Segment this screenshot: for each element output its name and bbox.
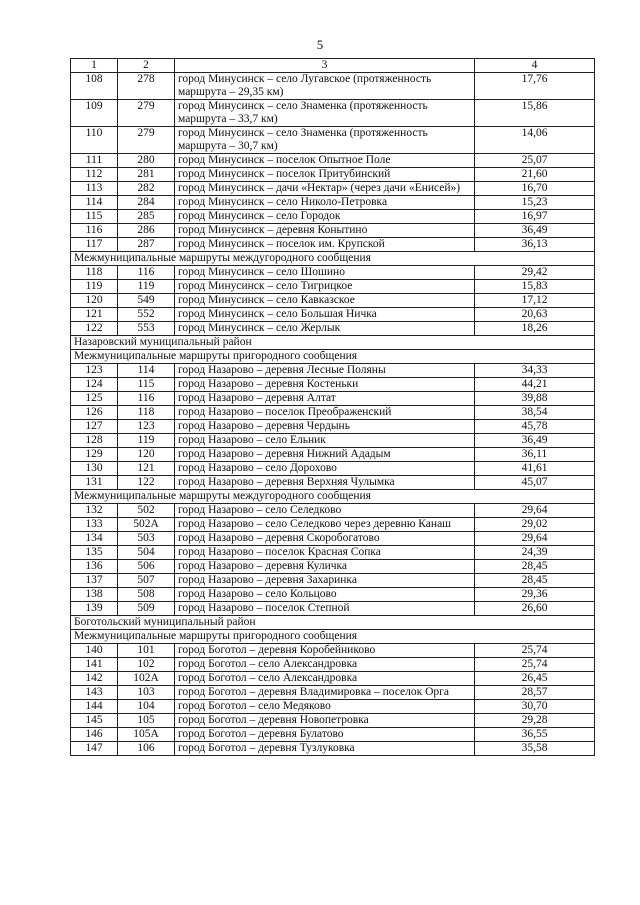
row-number: 109 — [71, 100, 118, 127]
route-value: 41,61 — [475, 462, 595, 476]
row-number: 113 — [71, 182, 118, 196]
route-number: 120 — [118, 448, 175, 462]
route-number: 101 — [118, 644, 175, 658]
row-number: 146 — [71, 728, 118, 742]
row-number: 117 — [71, 238, 118, 252]
route-name: город Боготол – село Медяково — [175, 700, 475, 714]
table-row — [71, 210, 595, 224]
route-number: 105 — [118, 714, 175, 728]
route-value: 45,78 — [475, 420, 595, 434]
row-number: 121 — [71, 308, 118, 322]
route-value: 26,60 — [475, 602, 595, 616]
route-number: 114 — [118, 364, 175, 378]
route-number: 504 — [118, 546, 175, 560]
row-number: 142 — [71, 672, 118, 686]
route-number: 279 — [118, 100, 175, 127]
route-number: 105А — [118, 728, 175, 742]
route-name: город Боготол – деревня Новопетровка — [175, 714, 475, 728]
route-name: город Назарово – поселок Красная Сопка — [175, 546, 475, 560]
route-name: город Боготол – деревня Булатово — [175, 728, 475, 742]
table-row — [71, 364, 595, 378]
section-heading: Межмуниципальные маршруты междугородного сообщения — [71, 252, 595, 266]
table-row — [71, 504, 595, 518]
row-number: 127 — [71, 420, 118, 434]
row-number: 139 — [71, 602, 118, 616]
header-cell-1: 1 — [71, 59, 118, 73]
table-row — [71, 280, 595, 294]
row-number: 135 — [71, 546, 118, 560]
row-number: 132 — [71, 504, 118, 518]
row-number: 138 — [71, 588, 118, 602]
route-number: 553 — [118, 322, 175, 336]
route-value: 29,64 — [475, 504, 595, 518]
row-number: 128 — [71, 434, 118, 448]
table-row — [71, 294, 595, 308]
table-row — [71, 532, 595, 546]
route-name: город Назарово – село Селедково — [175, 504, 475, 518]
header-cell-4: 4 — [475, 59, 595, 73]
row-number: 131 — [71, 476, 118, 490]
table-row — [71, 602, 595, 616]
route-name: город Минусинск – село Знаменка (протяженность маршрута – 33,7 км) — [175, 100, 475, 127]
table-row — [71, 700, 595, 714]
route-number: 286 — [118, 224, 175, 238]
route-name: город Минусинск – поселок им. Крупской — [175, 238, 475, 252]
table-row — [71, 714, 595, 728]
route-name: город Назарово – деревня Куличка — [175, 560, 475, 574]
route-number: 506 — [118, 560, 175, 574]
route-name: город Минусинск – село Большая Ничка — [175, 308, 475, 322]
route-number: 278 — [118, 73, 175, 100]
row-number: 124 — [71, 378, 118, 392]
table-row — [71, 546, 595, 560]
table-row — [71, 462, 595, 476]
section-heading: Межмуниципальные маршруты междугородного сообщения — [71, 490, 595, 504]
section-heading: Назаровский муниципальный район — [71, 336, 595, 350]
route-number: 552 — [118, 308, 175, 322]
row-number: 143 — [71, 686, 118, 700]
route-value: 35,58 — [475, 742, 595, 756]
row-number: 145 — [71, 714, 118, 728]
route-name: город Назарово – деревня Алтат — [175, 392, 475, 406]
route-name: город Минусинск – село Знаменка (протяженность маршрута – 30,7 км) — [175, 127, 475, 154]
table-row — [71, 574, 595, 588]
section-heading-row — [71, 336, 595, 350]
route-name: город Боготол – деревня Владимировка – поселок Орга — [175, 686, 475, 700]
table-row — [71, 196, 595, 210]
section-heading: Межмуниципальные маршруты пригородного сообщения — [71, 350, 595, 364]
route-value: 28,45 — [475, 574, 595, 588]
table-row — [71, 588, 595, 602]
table-row — [71, 448, 595, 462]
route-value: 14,06 — [475, 127, 595, 154]
row-number: 144 — [71, 700, 118, 714]
row-number: 122 — [71, 322, 118, 336]
route-name: город Назарово – деревня Костеньки — [175, 378, 475, 392]
route-name: город Назарово – деревня Верхняя Чулымка — [175, 476, 475, 490]
table-row — [71, 308, 595, 322]
route-number: 119 — [118, 280, 175, 294]
table-row — [71, 644, 595, 658]
row-number: 112 — [71, 168, 118, 182]
route-number: 284 — [118, 196, 175, 210]
header-cell-3: 3 — [175, 59, 475, 73]
section-heading: Межмуниципальные маршруты пригородного сообщения — [71, 630, 595, 644]
table-row — [71, 392, 595, 406]
table-row — [71, 224, 595, 238]
route-number: 503 — [118, 532, 175, 546]
row-number: 110 — [71, 127, 118, 154]
route-number: 502А — [118, 518, 175, 532]
route-number: 549 — [118, 294, 175, 308]
route-number: 118 — [118, 406, 175, 420]
route-name: город Минусинск – село Шошино — [175, 266, 475, 280]
route-name: город Назарово – село Селедково через деревню Канаш — [175, 518, 475, 532]
routes-table-body — [71, 59, 595, 756]
route-value: 36,55 — [475, 728, 595, 742]
page-number: 5 — [316, 37, 324, 52]
row-number: 129 — [71, 448, 118, 462]
route-number: 282 — [118, 182, 175, 196]
route-value: 15,23 — [475, 196, 595, 210]
route-value: 45,07 — [475, 476, 595, 490]
route-value: 24,39 — [475, 546, 595, 560]
route-name: город Боготол – село Александровка — [175, 658, 475, 672]
route-value: 16,97 — [475, 210, 595, 224]
route-name: город Назарово – село Ельник — [175, 434, 475, 448]
route-value: 36,13 — [475, 238, 595, 252]
header-cell-2: 2 — [118, 59, 175, 73]
section-heading-row — [71, 616, 595, 630]
route-name: город Назарово – деревня Захаринка — [175, 574, 475, 588]
table-row — [71, 154, 595, 168]
row-number: 119 — [71, 280, 118, 294]
table-row — [71, 686, 595, 700]
row-number: 137 — [71, 574, 118, 588]
route-name: город Боготол – деревня Коробейниково — [175, 644, 475, 658]
row-number: 136 — [71, 560, 118, 574]
route-number: 507 — [118, 574, 175, 588]
route-value: 25,74 — [475, 644, 595, 658]
route-number: 123 — [118, 420, 175, 434]
route-value: 29,28 — [475, 714, 595, 728]
route-name: город Боготол – деревня Тузлуковка — [175, 742, 475, 756]
route-name: город Минусинск – село Городок — [175, 210, 475, 224]
route-number: 285 — [118, 210, 175, 224]
row-number: 141 — [71, 658, 118, 672]
table-row — [71, 476, 595, 490]
table-row — [71, 728, 595, 742]
route-name: город Минусинск – село Николо-Петровка — [175, 196, 475, 210]
route-name: город Назарово – деревня Скоробогатово — [175, 532, 475, 546]
table-row — [71, 518, 595, 532]
route-value: 25,74 — [475, 658, 595, 672]
table-row — [71, 560, 595, 574]
route-number: 508 — [118, 588, 175, 602]
route-value: 26,45 — [475, 672, 595, 686]
table-row — [71, 238, 595, 252]
route-value: 29,36 — [475, 588, 595, 602]
route-number: 116 — [118, 392, 175, 406]
route-value: 17,76 — [475, 73, 595, 100]
row-number: 123 — [71, 364, 118, 378]
route-number: 102А — [118, 672, 175, 686]
route-value: 36,49 — [475, 224, 595, 238]
route-number: 280 — [118, 154, 175, 168]
table-row — [71, 266, 595, 280]
table-row — [71, 100, 595, 127]
route-number: 121 — [118, 462, 175, 476]
row-number: 126 — [71, 406, 118, 420]
route-value: 39,88 — [475, 392, 595, 406]
routes-table — [70, 58, 595, 756]
route-value: 30,70 — [475, 700, 595, 714]
table-row — [71, 742, 595, 756]
route-number: 502 — [118, 504, 175, 518]
route-number: 122 — [118, 476, 175, 490]
row-number: 111 — [71, 154, 118, 168]
table-row — [71, 182, 595, 196]
route-name: город Назарово – село Кольцово — [175, 588, 475, 602]
table-row — [71, 434, 595, 448]
row-number: 120 — [71, 294, 118, 308]
table-row — [71, 406, 595, 420]
row-number: 140 — [71, 644, 118, 658]
section-heading-row — [71, 350, 595, 364]
row-number: 147 — [71, 742, 118, 756]
route-value: 36,11 — [475, 448, 595, 462]
row-number: 118 — [71, 266, 118, 280]
route-name: город Минусинск – деревня Конытино — [175, 224, 475, 238]
route-number: 279 — [118, 127, 175, 154]
route-number: 115 — [118, 378, 175, 392]
route-name: город Минусинск – поселок Опытное Поле — [175, 154, 475, 168]
route-value: 25,07 — [475, 154, 595, 168]
route-name: город Назарово – поселок Степной — [175, 602, 475, 616]
row-number: 125 — [71, 392, 118, 406]
route-value: 15,86 — [475, 100, 595, 127]
table-row — [71, 420, 595, 434]
section-heading-row — [71, 490, 595, 504]
route-number: 116 — [118, 266, 175, 280]
route-name: город Минусинск – село Тигрицкое — [175, 280, 475, 294]
route-name: город Минусинск – село Лугавское (протяженность маршрута – 29,35 км) — [175, 73, 475, 100]
table-row — [71, 127, 595, 154]
route-number: 509 — [118, 602, 175, 616]
route-value: 44,21 — [475, 378, 595, 392]
route-name: город Минусинск – село Кавказское — [175, 294, 475, 308]
route-value: 29,02 — [475, 518, 595, 532]
section-heading: Боготольский муниципальный район — [71, 616, 595, 630]
route-name: город Назарово – деревня Нижний Ададым — [175, 448, 475, 462]
route-number: 106 — [118, 742, 175, 756]
route-name: город Минусинск – дачи «Нектар» (через дачи «Енисей») — [175, 182, 475, 196]
section-heading-row — [71, 252, 595, 266]
route-name: город Минусинск – село Жерлык — [175, 322, 475, 336]
route-name: город Назарово – деревня Чердынь — [175, 420, 475, 434]
table-header-row — [71, 59, 595, 73]
row-number: 130 — [71, 462, 118, 476]
route-value: 29,64 — [475, 532, 595, 546]
table-row — [71, 73, 595, 100]
route-number: 103 — [118, 686, 175, 700]
route-value: 18,26 — [475, 322, 595, 336]
route-number: 104 — [118, 700, 175, 714]
route-name: город Боготол – село Александровка — [175, 672, 475, 686]
route-value: 28,57 — [475, 686, 595, 700]
table-row — [71, 658, 595, 672]
row-number: 114 — [71, 196, 118, 210]
table-row — [71, 672, 595, 686]
route-value: 20,63 — [475, 308, 595, 322]
table-row — [71, 378, 595, 392]
route-value: 29,42 — [475, 266, 595, 280]
route-value: 17,12 — [475, 294, 595, 308]
route-value: 34,33 — [475, 364, 595, 378]
route-value: 36,49 — [475, 434, 595, 448]
route-name: город Назарово – село Дорохово — [175, 462, 475, 476]
table-row — [71, 168, 595, 182]
route-number: 287 — [118, 238, 175, 252]
row-number: 108 — [71, 73, 118, 100]
route-number: 102 — [118, 658, 175, 672]
route-value: 28,45 — [475, 560, 595, 574]
route-value: 16,70 — [475, 182, 595, 196]
section-heading-row — [71, 630, 595, 644]
row-number: 116 — [71, 224, 118, 238]
row-number: 115 — [71, 210, 118, 224]
route-number: 119 — [118, 434, 175, 448]
route-value: 15,83 — [475, 280, 595, 294]
route-name: город Назарово – поселок Преображенский — [175, 406, 475, 420]
route-name: город Минусинск – поселок Притубинский — [175, 168, 475, 182]
route-name: город Назарово – деревня Лесные Поляны — [175, 364, 475, 378]
route-number: 281 — [118, 168, 175, 182]
route-value: 38,54 — [475, 406, 595, 420]
route-value: 21,60 — [475, 168, 595, 182]
table-row — [71, 322, 595, 336]
row-number: 133 — [71, 518, 118, 532]
row-number: 134 — [71, 532, 118, 546]
